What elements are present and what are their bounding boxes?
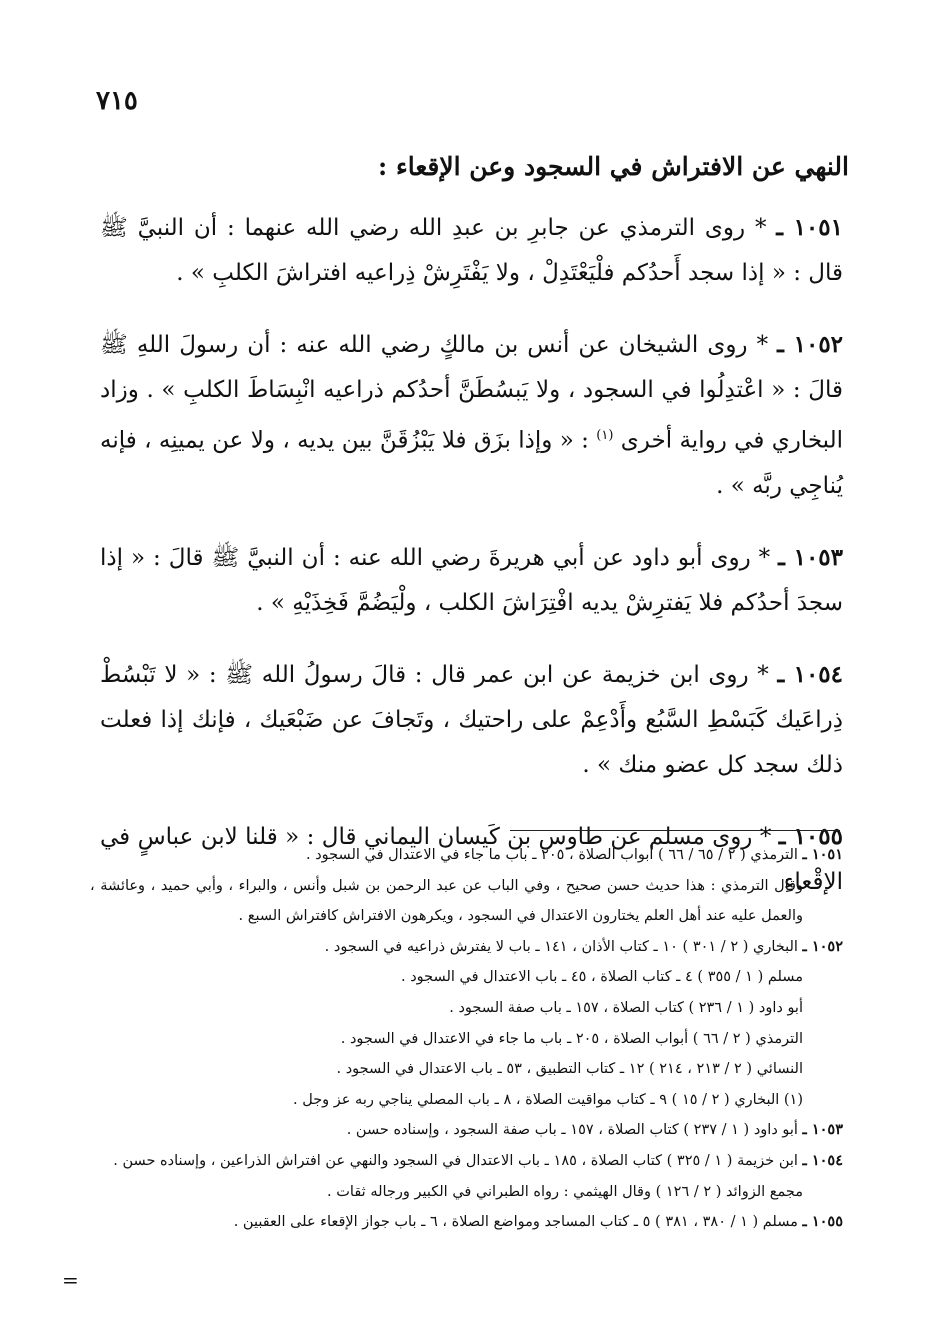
footnote-text: الترمذي ( ٢ / ٦٥ / ٦٦ ) أبواب الصلاة ، ٢٠٥ ـ باب ما جاء في الاعتدال في السجود . <box>306 847 798 863</box>
footnote-text: أبو داود ( ١ / ٢٣٧ ) كتاب الصلاة ، ١٥٧ ـ باب صفة السجود ، وإسناده حسن . <box>346 1122 798 1139</box>
footnote <box>90 932 843 963</box>
footnote-text: وقال الترمذي : هذا حديث حسن صحيح ، وفي الباب عن عبد الرحمن بن شبل وأنس ، والبراء ، وأبي حميد ، وعائشة ، والعمل عليه عند أهل العلم يختارون الاعتدال في السجود ، ويكرهون الافتراش كافتراش السبع . <box>90 877 803 925</box>
footnote <box>90 1207 843 1238</box>
hadith-1051 <box>100 205 843 296</box>
hadith-text-continued: : « وإذا بزَق فلا يَبْزُقَنَّ بين يديه ، ولا عن يمينِه ، فإنه يُناجِي ربَّه » . <box>100 427 843 499</box>
hadith-text: * روى ابن خزيمة عن ابن عمر قال : قالَ رسولُ الله ﷺ : « لا تَبْسُطْ ذِراعَيك كَبَسْطِ السَّبُع وأَدْعِمْ على راحتيك ، وتَجافَ عن ضَبْعَيك ، فإنك إذا فعلت ذلك سجد كل عضو منك » . <box>100 661 843 778</box>
footnote-number: ١٠٥١ ـ <box>802 846 843 863</box>
footnote <box>90 840 843 871</box>
hadith-number: ١٠٥١ ـ <box>776 214 843 241</box>
footnote <box>90 993 843 1024</box>
footnote-number: ١٠٥٥ ـ <box>802 1213 843 1231</box>
footnote-number: ١٠٥٤ ـ <box>802 1151 843 1169</box>
footnote-text: ابن خزيمة ( ١ / ٣٢٥ ) كتاب الصلاة ، ١٨٥ ـ باب الاعتدال في السجود والنهي عن افتراش الذراعين ، وإسناده حسن . <box>113 1152 798 1169</box>
footnote-text: الترمذي ( ٢ / ٦٦ ) أبواب الصلاة ، ٢٠٥ ـ باب ما جاء في الاعتدال في السجود . <box>340 1030 803 1047</box>
footnote-text: مجمع الزوائد ( ٢ / ١٢٦ ) وقال الهيثمي : رواه الطبراني في الكبير ورجاله ثقات . <box>327 1183 803 1200</box>
footnote-divider <box>510 830 840 831</box>
footnote-reference: (١) <box>596 428 614 443</box>
hadith-number: ١٠٥٣ ـ <box>778 543 844 571</box>
hadith-number: ١٠٥٢ ـ <box>777 331 844 358</box>
hadith-1054 <box>100 652 843 788</box>
hadith-number: ١٠٥٥ ـ <box>778 822 843 850</box>
hadith-1052 <box>100 322 843 509</box>
hadith-text: * روى مسلم عن طاوس بن كَيسان اليماني قال : « قلنا لابن عباسٍ في الإقْعاءِ <box>100 823 843 895</box>
footnote-text: مسلم ( ١ / ٣٥٥ ) ٤ ـ كتاب الصلاة ، ٤٥ ـ باب الاعتدال في السجود . <box>401 969 803 986</box>
hadith-text: * روى الترمذي عن جابرِ بن عبدِ الله رضي الله عنهما : أن النبيَّ ﷺ قال : « إذا سجد أَحدُكم فلْيَعْتَدِلْ ، ولا يَفْتَرِشْ ذِراعيه افتراشَ الكلبِ » . <box>100 215 843 286</box>
footnotes <box>90 840 843 1238</box>
margin-mark: = <box>62 1268 79 1292</box>
footnote <box>90 871 843 932</box>
section-title: النهي عن الافتراش في السجود وعن الإقعاء : <box>378 152 849 181</box>
footnote <box>90 1115 843 1146</box>
footnote-number: ١٠٥٢ ـ <box>802 937 843 955</box>
footnote-text: أبو داود ( ١ / ٢٣٦ ) كتاب الصلاة ، ١٥٧ ـ باب صفة السجود . <box>449 999 803 1016</box>
hadith-text: * روى الشيخان عن أنس بن مالكٍ رضي الله عنه : أن رسولَ اللهِ ﷺ قالَ : « اعْتدِلُوا في السجود ، ولا يَبسُطَنَّ أحدُكم ذراعيه انْبِسَاطَ الكلبِ » . وزاد البخاري في رواية أخرى <box>100 332 843 454</box>
footnote <box>90 1177 843 1208</box>
hadith-number: ١٠٥٤ ـ <box>777 660 844 688</box>
hadith-list <box>100 205 843 931</box>
footnote-text: النسائي ( ٢ / ٢١٣ ، ٢١٤ ) ١٢ ـ كتاب التطبيق ، ٥٣ ـ باب الاعتدال في السجود . <box>336 1061 803 1078</box>
footnote <box>90 1024 843 1055</box>
footnote <box>90 1085 843 1116</box>
page-number: ٧١٥ <box>96 86 138 116</box>
hadith-text: * روى أبو داود عن أبي هريرةَ رضي الله عنه : أن النبيَّ ﷺ قالَ : « إذا سجدَ أحدُكم فلا يَفترِشْ يديه افْتِرَاشَ الكلب ، ولْيَضُمَّ فَخِذَيْهِ » . <box>100 544 843 616</box>
footnote-number: ١٠٥٣ ـ <box>802 1121 843 1139</box>
footnote <box>90 1146 843 1177</box>
footnote <box>90 962 843 993</box>
footnote <box>90 1054 843 1085</box>
footnote-text: مسلم ( ١ / ٣٨٠ ، ٣٨١ ) ٥ ـ كتاب المساجد ومواضع الصلاة ، ٦ ـ باب جواز الإقعاء على العقبين . <box>233 1214 798 1231</box>
footnote-text: البخاري ( ٢ / ٣٠١ ) ١٠ ـ كتاب الأذان ، ١٤١ ـ باب لا يفترش ذراعيه في السجود . <box>324 938 798 955</box>
footnote-text: (١) البخاري ( ٢ / ١٥ ) ٩ ـ كتاب مواقيت الصلاة ، ٨ ـ باب المصلي يناجي ربه عز وجل . <box>293 1091 803 1108</box>
hadith-1053 <box>100 535 843 626</box>
